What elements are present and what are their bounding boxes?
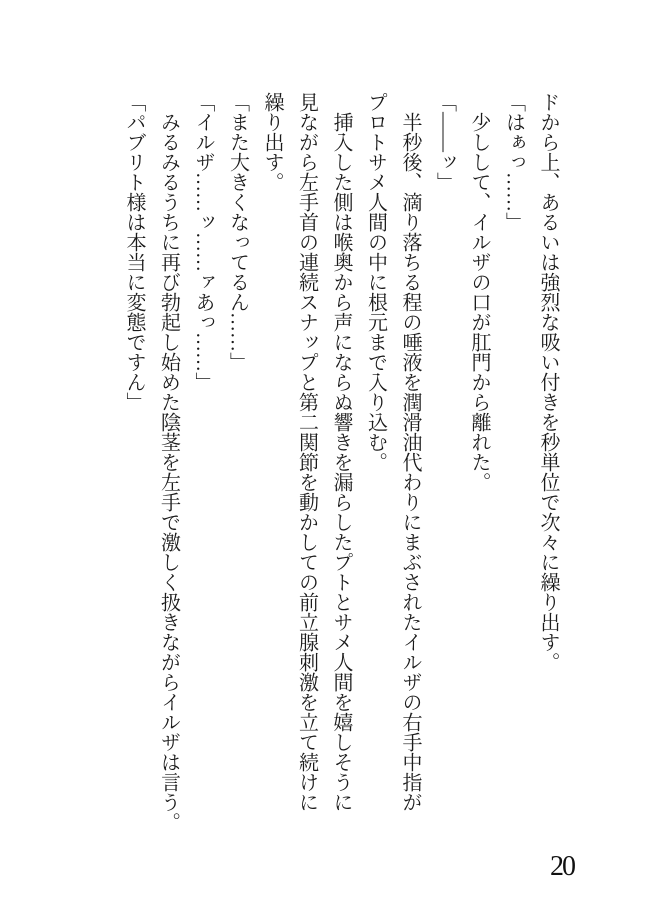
text-column: 「イルザ……ッ……ァあっ……」 — [192, 92, 214, 392]
text-column: 「――ッ」 — [433, 92, 456, 192]
text-column: ドから上、あるいは強烈な吸い付きを秒単位で次々に繰り出す。 — [537, 92, 559, 672]
text-column: みるみるうちに再び勃起し始めた陰茎を左手で激しく扱きながらイルザは言う。 — [157, 92, 180, 832]
text-column: 繰り出す。 — [261, 92, 283, 192]
text-column: 「また大きくなってるん……」 — [226, 92, 249, 372]
text-column: 少しして、イルザの口が肛門から離れた。 — [468, 92, 490, 492]
text-column: 「はぁっ……」 — [502, 92, 525, 232]
text-column: プロトサメ人間の中に根元まで入り込む。 — [364, 92, 387, 472]
text-column: 見ながら左手首の連続スナップと第二関節を動かしての前立腺刺激を立て続けに — [295, 92, 318, 812]
page-number: 20 — [550, 851, 574, 882]
vertical-text-block — [117, 92, 566, 840]
text-column: 挿入した側は喉奥から声にならぬ響きを漏らしたプトとサメ人間を嬉しそうに — [330, 92, 352, 812]
text-column: 半秒後、滴り落ちる程の唾液を潤滑油代わりにまぶされたイルザの右手中指が — [399, 92, 421, 812]
text-column: 「パブリト様は本当に変態ですん」 — [123, 92, 145, 412]
